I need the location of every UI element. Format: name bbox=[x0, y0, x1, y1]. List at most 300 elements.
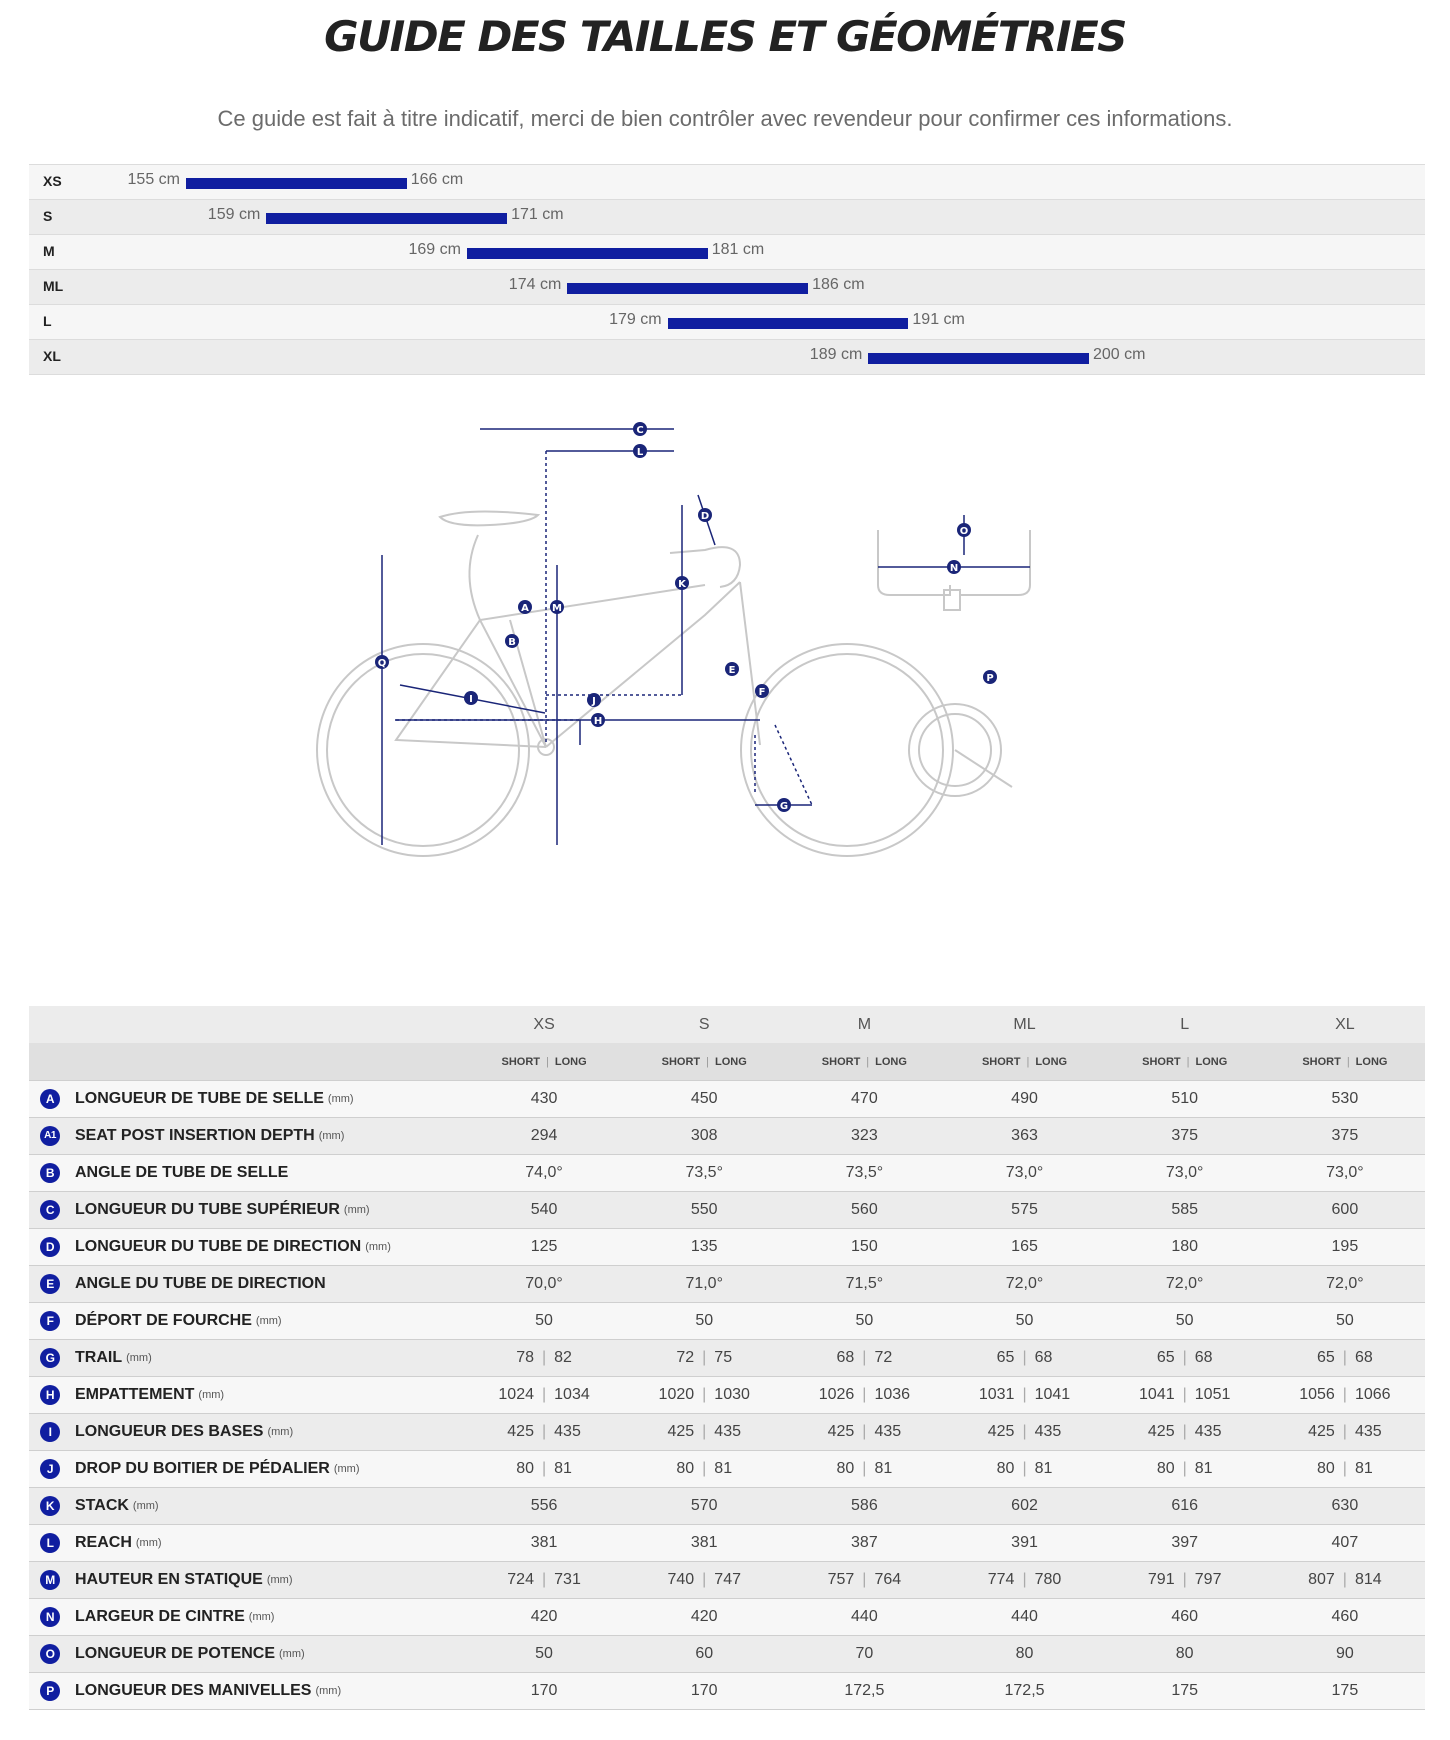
geometry-value: 50 bbox=[855, 1312, 874, 1329]
short-value: 80 bbox=[836, 1460, 855, 1477]
geometry-value: 363 bbox=[1011, 1127, 1038, 1144]
range-bar bbox=[868, 353, 1089, 364]
measurement-name: ANGLE DU TUBE DE DIRECTION bbox=[75, 1275, 326, 1292]
geometry-value: 71,0° bbox=[685, 1275, 723, 1292]
value-separator: | bbox=[862, 1460, 867, 1477]
measurement-badge: I bbox=[40, 1422, 60, 1442]
geometry-value: 73,0° bbox=[1005, 1164, 1044, 1181]
measurement-badge: D bbox=[40, 1237, 60, 1257]
size-column-header: XL bbox=[1265, 1006, 1425, 1043]
geometry-value bbox=[784, 1451, 944, 1488]
measurement-unit: (mm) bbox=[266, 1574, 293, 1586]
measurement-name: STACK bbox=[75, 1497, 129, 1514]
long-label: LONG bbox=[1035, 1055, 1068, 1068]
value-separator: | bbox=[702, 1460, 707, 1477]
value-separator: | bbox=[1182, 1460, 1187, 1477]
measurement-name: LONGUEUR DE TUBE DE SELLE bbox=[75, 1090, 324, 1107]
value-separator: | bbox=[541, 1460, 547, 1477]
diagram-marker-m bbox=[550, 600, 564, 614]
range-max-label: 200 cm bbox=[1093, 346, 1146, 363]
geometry-value bbox=[624, 1414, 784, 1451]
diagram-marker-j bbox=[587, 693, 601, 707]
long-value: 435 bbox=[554, 1423, 581, 1440]
long-value: 81 bbox=[1354, 1460, 1373, 1477]
value-separator: | bbox=[541, 1349, 547, 1366]
measurement-badge: M bbox=[40, 1570, 60, 1590]
geometry-row bbox=[29, 1377, 1425, 1414]
geometry-value bbox=[1105, 1451, 1265, 1488]
geometry-label-cell bbox=[29, 1266, 464, 1303]
short-value: 1041 bbox=[1139, 1386, 1175, 1403]
short-value: 425 bbox=[827, 1423, 855, 1440]
short-value: 774 bbox=[987, 1571, 1015, 1588]
geometry-value: 90 bbox=[1335, 1645, 1354, 1662]
geometry-value: 170 bbox=[530, 1682, 558, 1699]
measurement-name: LONGUEUR DES MANIVELLES bbox=[75, 1682, 312, 1699]
short-value: 80 bbox=[996, 1460, 1015, 1477]
geometry-value: 72,0° bbox=[1326, 1275, 1364, 1292]
svg-text:I: I bbox=[469, 694, 473, 705]
value-separator: | bbox=[1182, 1349, 1187, 1366]
measurement-unit: (mm) bbox=[315, 1685, 342, 1697]
short-long-header bbox=[784, 1043, 944, 1081]
long-value: 747 bbox=[714, 1571, 741, 1588]
size-column-header: XS bbox=[464, 1006, 624, 1043]
short-value: 1031 bbox=[978, 1386, 1015, 1403]
value-separator: | bbox=[1022, 1349, 1027, 1366]
svg-text:C: C bbox=[636, 425, 644, 436]
geometry-value: 375 bbox=[1331, 1127, 1359, 1144]
measurement-name: LONGUEUR DES BASES bbox=[75, 1423, 264, 1440]
long-value: 435 bbox=[1194, 1423, 1222, 1440]
short-value: 80 bbox=[1156, 1460, 1175, 1477]
geometry-value: 71,5° bbox=[845, 1275, 884, 1292]
geometry-label-cell bbox=[29, 1229, 464, 1266]
geometry-label-cell bbox=[29, 1081, 464, 1118]
short-label: SHORT bbox=[821, 1055, 861, 1068]
geometry-row bbox=[29, 1118, 1425, 1155]
long-value: 81 bbox=[874, 1460, 893, 1477]
geometry-value: 540 bbox=[530, 1201, 558, 1218]
geometry-value: 586 bbox=[851, 1497, 878, 1514]
measurement-unit: (mm) bbox=[126, 1352, 152, 1364]
size-label: S bbox=[43, 208, 53, 224]
geometry-label-cell bbox=[29, 1562, 464, 1599]
size-header-row bbox=[29, 1006, 1425, 1043]
short-label: SHORT bbox=[661, 1055, 701, 1068]
measurement-unit: (mm) bbox=[333, 1463, 360, 1475]
value-separator: | bbox=[702, 1386, 707, 1403]
svg-text:D: D bbox=[700, 511, 710, 522]
range-bar bbox=[266, 213, 507, 224]
geometry-value: 73,5° bbox=[845, 1164, 884, 1181]
geometry-value: 440 bbox=[1011, 1608, 1038, 1625]
geometry-value bbox=[1265, 1562, 1425, 1599]
measurement-name: SEAT POST INSERTION DEPTH bbox=[75, 1127, 315, 1144]
svg-text:E: E bbox=[728, 665, 736, 676]
page-subtitle: Ce guide est fait à titre indicatif, merci de bien contrôler avec revendeur pour confirmer ces informations. bbox=[217, 106, 1233, 131]
measurement-unit: (mm) bbox=[198, 1389, 225, 1401]
rear-wheel bbox=[317, 644, 529, 856]
long-label: LONG bbox=[715, 1055, 747, 1068]
geometry-value: 195 bbox=[1331, 1238, 1359, 1255]
geometry-value bbox=[464, 1562, 624, 1599]
measurement-unit: (mm) bbox=[248, 1611, 275, 1623]
geometry-value: 175 bbox=[1331, 1682, 1359, 1699]
svg-text:G: G bbox=[779, 801, 789, 812]
geometry-value bbox=[784, 1562, 944, 1599]
size-range-row bbox=[29, 164, 1425, 199]
range-max-label: 191 cm bbox=[912, 311, 965, 328]
geometry-value bbox=[624, 1340, 784, 1377]
geometry-value: 50 bbox=[535, 1312, 553, 1329]
long-label: LONG bbox=[554, 1055, 587, 1068]
short-long-header-row bbox=[29, 1043, 1425, 1081]
value-separator: | bbox=[1182, 1423, 1187, 1440]
measurement-name: DROP DU BOITIER DE PÉDALIER bbox=[75, 1460, 330, 1477]
geometry-value: 294 bbox=[530, 1127, 558, 1144]
size-label: ML bbox=[43, 278, 64, 294]
geometry-value: 510 bbox=[1171, 1090, 1199, 1107]
short-value: 791 bbox=[1147, 1571, 1175, 1588]
value-separator: | bbox=[1022, 1571, 1027, 1588]
geometry-value: 60 bbox=[695, 1645, 714, 1662]
diagram-marker-e bbox=[725, 662, 739, 676]
diagram-marker-g bbox=[777, 798, 791, 812]
short-value: 72 bbox=[676, 1349, 695, 1366]
value-separator: | bbox=[702, 1571, 707, 1588]
range-max-label: 171 cm bbox=[511, 206, 564, 223]
geometry-value bbox=[784, 1414, 944, 1451]
value-separator: | bbox=[1182, 1386, 1187, 1403]
short-value: 425 bbox=[667, 1423, 695, 1440]
geometry-value: 397 bbox=[1171, 1534, 1199, 1551]
range-min-label: 179 cm bbox=[609, 311, 662, 328]
range-bar bbox=[668, 318, 909, 329]
size-column-header: M bbox=[784, 1006, 944, 1043]
diagram-marker-a bbox=[518, 600, 532, 614]
svg-text:Q: Q bbox=[377, 658, 387, 669]
geometry-value: 125 bbox=[530, 1238, 558, 1255]
measurement-unit: (mm) bbox=[279, 1648, 305, 1660]
short-long-header bbox=[1105, 1043, 1265, 1081]
measurement-name: EMPATTEMENT bbox=[75, 1386, 195, 1403]
value-separator: | bbox=[1342, 1571, 1347, 1588]
geometry-value: 80 bbox=[1175, 1645, 1194, 1662]
geometry-value: 70 bbox=[855, 1645, 874, 1662]
geometry-label-cell bbox=[29, 1303, 464, 1340]
geometry-label-cell bbox=[29, 1414, 464, 1451]
geometry-value: 470 bbox=[851, 1090, 878, 1107]
short-value: 724 bbox=[507, 1571, 534, 1588]
short-label: SHORT bbox=[501, 1055, 540, 1068]
short-value: 65 bbox=[1317, 1349, 1335, 1366]
svg-text:M: M bbox=[552, 603, 562, 614]
geometry-label-cell bbox=[29, 1488, 464, 1525]
svg-text:N: N bbox=[949, 563, 959, 574]
range-min-label: 159 cm bbox=[207, 206, 261, 223]
short-value: 1020 bbox=[658, 1386, 695, 1403]
size-label: M bbox=[43, 243, 55, 259]
geometry-row bbox=[29, 1229, 1425, 1266]
measurement-name: LONGUEUR DE POTENCE bbox=[75, 1645, 276, 1662]
geometry-value: 630 bbox=[1331, 1497, 1359, 1514]
short-value: 80 bbox=[516, 1460, 534, 1477]
geometry-row bbox=[29, 1081, 1425, 1118]
measurement-name: REACH bbox=[75, 1534, 132, 1551]
page-title: GUIDE DES TAILLES ET GÉOMÉTRIES bbox=[324, 12, 1126, 61]
range-max-label: 186 cm bbox=[812, 276, 865, 293]
svg-text:P: P bbox=[986, 673, 994, 684]
long-value: 814 bbox=[1354, 1571, 1382, 1588]
measurement-badge: A1 bbox=[40, 1126, 60, 1146]
short-value: 425 bbox=[1308, 1423, 1335, 1440]
long-value: 1036 bbox=[874, 1386, 911, 1403]
svg-text:J: J bbox=[592, 696, 596, 707]
geometry-value: 575 bbox=[1011, 1201, 1038, 1218]
measurement-badge: J bbox=[40, 1459, 60, 1479]
long-value: 1051 bbox=[1194, 1386, 1231, 1403]
geometry-row bbox=[29, 1673, 1425, 1710]
short-value: 740 bbox=[667, 1571, 695, 1588]
geometry-value: 70,0° bbox=[525, 1275, 563, 1292]
value-separator: | bbox=[862, 1349, 867, 1366]
measurement-badge: C bbox=[40, 1200, 60, 1220]
geometry-value: 165 bbox=[1011, 1238, 1038, 1255]
size-label: XL bbox=[43, 348, 61, 364]
geometry-value: 387 bbox=[851, 1534, 878, 1551]
size-column-header: L bbox=[1105, 1006, 1265, 1043]
short-value: 80 bbox=[1317, 1460, 1335, 1477]
measurement-unit: (mm) bbox=[267, 1426, 294, 1438]
geometry-value: 72,0° bbox=[1165, 1275, 1204, 1292]
long-value: 68 bbox=[1354, 1349, 1373, 1366]
geometry-value: 180 bbox=[1171, 1238, 1199, 1255]
diagram-marker-p bbox=[983, 670, 997, 684]
measurement-unit: (mm) bbox=[318, 1130, 345, 1142]
geometry-value: 407 bbox=[1331, 1534, 1359, 1551]
geometry-value: 375 bbox=[1171, 1127, 1199, 1144]
value-separator: | bbox=[862, 1571, 867, 1588]
geometry-label-cell bbox=[29, 1599, 464, 1636]
size-range-row bbox=[29, 339, 1425, 375]
geometry-value: 391 bbox=[1011, 1534, 1038, 1551]
geometry-value bbox=[624, 1377, 784, 1414]
geometry-label-cell bbox=[29, 1673, 464, 1710]
range-min-label: 169 cm bbox=[408, 241, 461, 258]
geometry-row bbox=[29, 1599, 1425, 1636]
geometry-value bbox=[624, 1451, 784, 1488]
size-range-row bbox=[29, 269, 1425, 304]
size-label: L bbox=[43, 313, 52, 329]
short-long-header bbox=[1265, 1043, 1425, 1081]
geometry-value: 450 bbox=[690, 1090, 718, 1107]
geometry-value bbox=[1105, 1562, 1265, 1599]
bike-frame bbox=[396, 582, 760, 747]
measurement-unit: (mm) bbox=[343, 1204, 370, 1216]
short-long-header bbox=[624, 1043, 784, 1081]
measurement-name: TRAIL bbox=[75, 1349, 123, 1366]
geometry-value: 170 bbox=[690, 1682, 718, 1699]
geometry-value: 550 bbox=[690, 1201, 718, 1218]
geometry-value: 560 bbox=[851, 1201, 878, 1218]
geometry-value bbox=[944, 1340, 1104, 1377]
geometry-label-cell bbox=[29, 1340, 464, 1377]
long-value: 81 bbox=[714, 1460, 733, 1477]
geometry-value: 172,5 bbox=[1004, 1682, 1045, 1699]
geometry-value: 73,5° bbox=[685, 1164, 723, 1181]
sub-separator: | bbox=[866, 1055, 870, 1068]
long-value: 764 bbox=[874, 1571, 902, 1588]
svg-text:F: F bbox=[758, 687, 766, 698]
short-label: SHORT bbox=[1302, 1055, 1341, 1068]
geometry-value: 72,0° bbox=[1005, 1275, 1044, 1292]
svg-text:A: A bbox=[521, 603, 529, 614]
value-separator: | bbox=[1022, 1460, 1027, 1477]
value-separator: | bbox=[1182, 1571, 1187, 1588]
geometry-value: 150 bbox=[851, 1238, 878, 1255]
value-separator: | bbox=[1022, 1386, 1027, 1403]
value-separator: | bbox=[541, 1423, 547, 1440]
long-value: 1034 bbox=[554, 1386, 590, 1403]
long-value: 68 bbox=[1034, 1349, 1053, 1366]
geometry-row bbox=[29, 1155, 1425, 1192]
long-label: LONG bbox=[1195, 1055, 1228, 1068]
value-separator: | bbox=[1342, 1423, 1347, 1440]
size-range-row bbox=[29, 304, 1425, 339]
long-value: 81 bbox=[1034, 1460, 1053, 1477]
geometry-row bbox=[29, 1562, 1425, 1599]
measurement-unit: (mm) bbox=[255, 1315, 282, 1327]
sub-separator: | bbox=[545, 1055, 549, 1068]
diagram-marker-k bbox=[675, 576, 689, 590]
geometry-value: 585 bbox=[1171, 1201, 1199, 1218]
diagram-marker-o bbox=[957, 523, 971, 537]
diagram-marker-c bbox=[633, 422, 647, 436]
svg-text:K: K bbox=[678, 579, 686, 590]
measurement-name: LONGUEUR DU TUBE DE DIRECTION bbox=[75, 1238, 362, 1255]
geometry-value bbox=[464, 1340, 624, 1377]
size-range-row bbox=[29, 234, 1425, 269]
geometry-row bbox=[29, 1303, 1425, 1340]
sub-separator: | bbox=[1346, 1055, 1350, 1068]
range-bar bbox=[186, 178, 407, 189]
value-separator: | bbox=[1342, 1386, 1347, 1403]
geometry-value: 381 bbox=[690, 1534, 718, 1551]
diagram-marker-f bbox=[755, 684, 769, 698]
diagram-marker-i bbox=[464, 691, 478, 705]
measurement-badge: A bbox=[40, 1089, 60, 1109]
header-spacer bbox=[29, 1043, 464, 1081]
short-long-header bbox=[944, 1043, 1104, 1081]
long-value: 780 bbox=[1034, 1571, 1062, 1588]
long-value: 68 bbox=[1194, 1349, 1213, 1366]
geometry-value bbox=[624, 1562, 784, 1599]
geometry-value: 420 bbox=[530, 1608, 558, 1625]
svg-text:O: O bbox=[959, 526, 969, 537]
measurement-badge: H bbox=[40, 1385, 60, 1405]
long-value: 731 bbox=[554, 1571, 581, 1588]
geometry-value bbox=[464, 1414, 624, 1451]
short-value: 1026 bbox=[818, 1386, 855, 1403]
measurement-name: ANGLE DE TUBE DE SELLE bbox=[75, 1164, 289, 1181]
front-wheel bbox=[741, 644, 953, 856]
geometry-value: 430 bbox=[530, 1090, 558, 1107]
geometry-value bbox=[1265, 1414, 1425, 1451]
size-column-header: S bbox=[624, 1006, 784, 1043]
diagram-marker-d bbox=[698, 508, 712, 522]
geometry-value bbox=[1265, 1377, 1425, 1414]
geometry-label-cell bbox=[29, 1636, 464, 1673]
short-value: 68 bbox=[836, 1349, 855, 1366]
long-label: LONG bbox=[1355, 1055, 1388, 1068]
value-separator: | bbox=[1342, 1460, 1347, 1477]
short-value: 1056 bbox=[1299, 1386, 1335, 1403]
size-range-row bbox=[29, 199, 1425, 234]
geometry-label-cell bbox=[29, 1118, 464, 1155]
long-label: LONG bbox=[875, 1055, 907, 1068]
geometry-value: 74,0° bbox=[525, 1164, 563, 1181]
measurement-name: HAUTEUR EN STATIQUE bbox=[75, 1571, 263, 1588]
geometry-value bbox=[1265, 1451, 1425, 1488]
geometry-label-cell bbox=[29, 1525, 464, 1562]
measurement-badge: L bbox=[40, 1533, 60, 1553]
measurement-name: LARGEUR DE CINTRE bbox=[75, 1608, 245, 1625]
geometry-value bbox=[784, 1377, 944, 1414]
measurement-badge: K bbox=[40, 1496, 60, 1516]
geometry-value: 50 bbox=[695, 1312, 714, 1329]
measurement-unit: (mm) bbox=[135, 1537, 162, 1549]
svg-text:L: L bbox=[636, 447, 644, 458]
long-value: 81 bbox=[1194, 1460, 1213, 1477]
measurement-unit: (mm) bbox=[132, 1500, 159, 1512]
geometry-value: 440 bbox=[851, 1608, 878, 1625]
long-value: 435 bbox=[1034, 1423, 1062, 1440]
geometry-value bbox=[1105, 1377, 1265, 1414]
short-value: 65 bbox=[996, 1349, 1015, 1366]
long-value: 72 bbox=[874, 1349, 893, 1366]
short-value: 65 bbox=[1156, 1349, 1175, 1366]
long-value: 82 bbox=[554, 1349, 572, 1366]
diagram-marker-h bbox=[591, 713, 605, 727]
diagram-marker-l bbox=[633, 444, 647, 458]
value-separator: | bbox=[702, 1423, 707, 1440]
geometry-value: 73,0° bbox=[1326, 1164, 1364, 1181]
geometry-value: 570 bbox=[690, 1497, 718, 1514]
geometry-value: 530 bbox=[1331, 1090, 1359, 1107]
measurement-name: DÉPORT DE FOURCHE bbox=[75, 1312, 252, 1329]
range-max-label: 181 cm bbox=[711, 241, 765, 258]
svg-text:H: H bbox=[593, 716, 603, 727]
geometry-value: 50 bbox=[535, 1645, 553, 1662]
measurement-unit: (mm) bbox=[327, 1093, 354, 1105]
bike-geometry-diagram bbox=[300, 425, 1180, 935]
short-value: 80 bbox=[676, 1460, 695, 1477]
geometry-value: 420 bbox=[690, 1608, 718, 1625]
measurement-badge: F bbox=[40, 1311, 60, 1331]
geometry-value bbox=[1105, 1414, 1265, 1451]
geometry-value bbox=[1265, 1340, 1425, 1377]
geometry-row bbox=[29, 1414, 1425, 1451]
geometry-value: 50 bbox=[1015, 1312, 1034, 1329]
long-value: 1066 bbox=[1354, 1386, 1391, 1403]
geometry-value: 175 bbox=[1171, 1682, 1199, 1699]
geometry-value: 135 bbox=[690, 1238, 718, 1255]
geometry-value: 73,0° bbox=[1165, 1164, 1204, 1181]
range-min-label: 189 cm bbox=[809, 346, 863, 363]
geometry-row bbox=[29, 1192, 1425, 1229]
value-separator: | bbox=[862, 1386, 867, 1403]
